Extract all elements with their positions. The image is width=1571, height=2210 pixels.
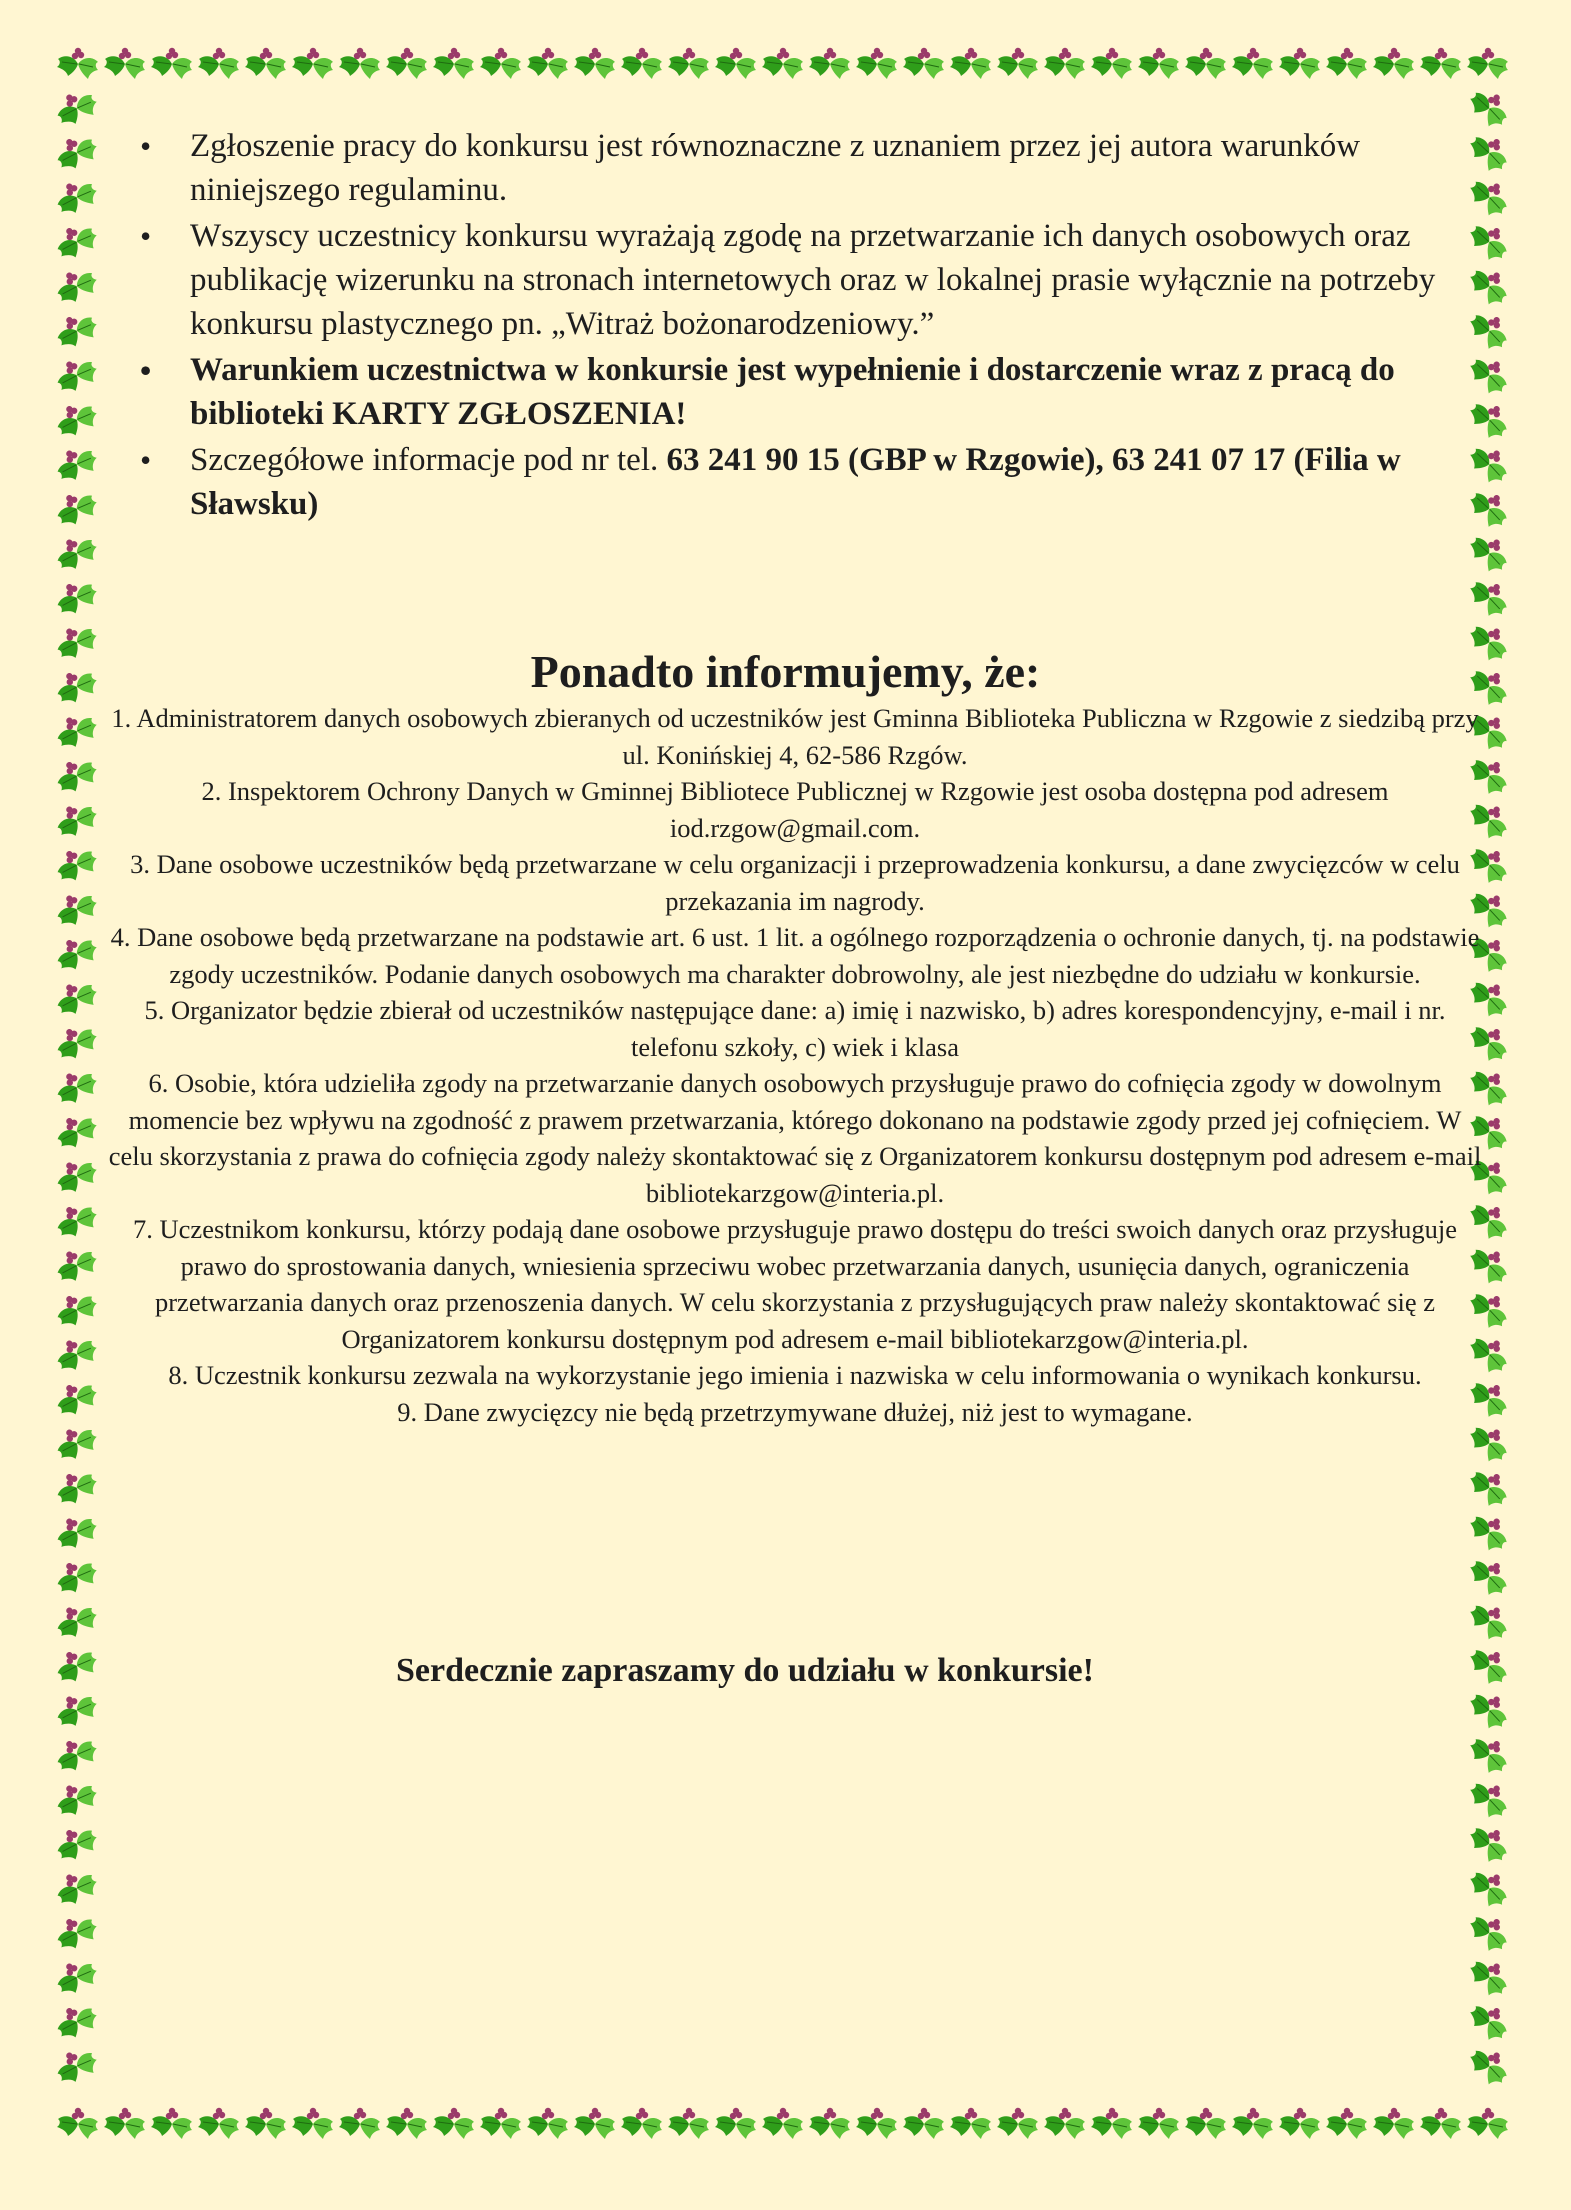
holly-leaf-icon [1279, 48, 1320, 79]
info-item: 8. Uczestnik konkursu zezwala na wykorzystanie jego imienia i nazwiska w celu informowania o wynikach konkursu. [168, 1360, 1422, 1390]
holly-leaf-icon [50, 1953, 101, 2002]
holly-leaf-icon [1373, 2108, 1414, 2139]
info-item: 7. Uczestnikom konkursu, którzy podają dane osobowe przysługuje prawo dostępu do treści swoich danych oraz przysługuje prawo do sprostowania danych, wniesienia sprzeciwu wobec przetwarzania danych, usunięcia danych, ograniczenia przetwarzania danych oraz przenoszenia danych. W celu skorzystania z przysługujących praw należy skontaktować się z Organizatorem konkursu dostępnym pod adresem e-mail bibliotekarzgow@interia.pl. [133, 1214, 1457, 1354]
holly-leaf-icon [1463, 484, 1514, 533]
holly-leaf-icon [50, 1241, 101, 1290]
holly-leaf-icon [1232, 2108, 1273, 2139]
holly-leaf-icon [1420, 2108, 1461, 2139]
holly-leaf-icon [903, 48, 944, 79]
contact-phones: 63 241 90 15 (GBP w Rzgowie), 63 241 07 17 (Filia w Sławsku) [190, 442, 1401, 522]
holly-leaf-icon [292, 2108, 333, 2139]
holly-leaf-icon [1232, 48, 1273, 79]
holly-leaf-icon [50, 1196, 101, 1245]
holly-leaf-icon [50, 1552, 101, 1601]
holly-leaf-icon [50, 440, 101, 489]
holly-leaf-icon [198, 2108, 239, 2139]
holly-leaf-icon [1463, 1774, 1514, 1823]
holly-leaf-icon [1185, 2108, 1226, 2139]
info-heading: Ponadto informujemy, że: [530, 646, 1041, 697]
holly-leaf-icon [339, 48, 380, 79]
holly-leaf-icon [1463, 395, 1514, 444]
holly-leaf-icon [903, 2108, 944, 2139]
holly-leaf-icon [50, 1819, 101, 1868]
holly-leaf-icon [950, 2108, 991, 2139]
holly-leaf-icon [57, 2108, 98, 2139]
holly-leaf-icon [574, 2108, 615, 2139]
holly-leaf-icon [1326, 2108, 1367, 2139]
holly-leaf-icon [104, 48, 145, 79]
holly-leaf-icon [50, 796, 101, 845]
holly-leaf-icon [1373, 48, 1414, 79]
holly-leaf-icon [668, 2108, 709, 2139]
holly-leaf-icon [50, 840, 101, 889]
holly-leaf-icon [292, 48, 333, 79]
holly-leaf-icon [809, 2108, 850, 2139]
info-item: 6. Osobie, która udzieliła zgody na przetwarzanie danych osobowych przysługuje prawo do cofnięcia zgody w dowolnym momencie bez wpływu na zgodność z prawem przetwarzania, którego dokonano na podstawie zgody przed jej cofnięciem. W celu skorzystania z prawa do cofnięcia zgody należy skontaktować się z Organizatorem konkursu dostępnym pod adresem e-mail bibliotekarzgow@interia.pl. [108, 1068, 1482, 1208]
holly-leaf-icon [1463, 1908, 1514, 1957]
holly-leaf-icon [50, 1463, 101, 1512]
holly-leaf-icon [50, 484, 101, 533]
bullet-item-entry-card: • Warunkiem uczestnictwa w konkursie jest wypełnienie i dostarczenie wraz z pracą do biblioteki KARTY ZGŁOSZENIA! [140, 348, 1440, 436]
holly-leaf-icon [50, 929, 101, 978]
holly-leaf-icon [668, 48, 709, 79]
holly-leaf-icon [50, 885, 101, 934]
holly-leaf-icon [50, 1374, 101, 1423]
holly-leaf-icon [386, 48, 427, 79]
holly-leaf-icon [50, 84, 101, 133]
holly-leaf-icon [50, 1285, 101, 1334]
holly-leaf-icon [997, 48, 1038, 79]
holly-leaf-icon [1463, 573, 1514, 622]
holly-leaf-icon [950, 48, 991, 79]
holly-leaf-icon [50, 751, 101, 800]
holly-leaf-icon [621, 2108, 662, 2139]
holly-leaf-icon [1463, 439, 1514, 488]
holly-leaf-icon [1326, 48, 1367, 79]
holly-leaf-icon [1279, 2108, 1320, 2139]
holly-leaf-icon [151, 2108, 192, 2139]
holly-leaf-icon [50, 217, 101, 266]
holly-leaf-icon [997, 2108, 1038, 2139]
holly-leaf-icon [50, 173, 101, 222]
info-item: 3. Dane osobowe uczestników będą przetwarzane w celu organizacji i przeprowadzenia konkursu, a dane zwycięzców w celu przekazania im nagrody. [130, 849, 1460, 916]
holly-leaf-icon [1091, 48, 1132, 79]
holly-leaf-icon [50, 529, 101, 578]
holly-leaf-icon [433, 2108, 474, 2139]
holly-leaf-icon [386, 2108, 427, 2139]
holly-leaf-icon [50, 1508, 101, 1557]
bullet-item-data-consent: • Wszyscy uczestnicy konkursu wyrażają zgodę na przetwarzanie ich danych osobowych oraz publikację wizerunku na stronach internetowych oraz w lokalnej prasie wyłącznie na potrzeby konkursu plastycznego pn. „Witraż bożonarodzeniowy.” [140, 214, 1440, 346]
holly-leaf-icon [1463, 2041, 1514, 2090]
holly-leaf-icon [1044, 48, 1085, 79]
holly-leaf-icon [1463, 1552, 1514, 1601]
holly-leaf-icon [339, 2108, 380, 2139]
contact-prefix: Szczegółowe informacje pod nr tel. [190, 442, 667, 478]
holly-leaf-icon [50, 395, 101, 444]
holly-leaf-icon [50, 351, 101, 400]
info-item: 1. Administratorem danych osobowych zbieranych od uczestników jest Gminna Biblioteka Publiczna w Rzgowie z siedzibą przy ul. Konińskiej 4, 62-586 Rzgów. [111, 703, 1479, 770]
holly-leaf-icon [1463, 128, 1514, 177]
holly-leaf-icon [1463, 172, 1514, 221]
holly-leaf-icon [1467, 48, 1508, 79]
holly-leaf-icon [527, 2108, 568, 2139]
holly-leaf-icon [50, 1730, 101, 1779]
holly-leaf-icon [1463, 1997, 1514, 2046]
holly-leaf-icon [151, 48, 192, 79]
holly-leaf-icon [856, 48, 897, 79]
holly-leaf-icon [1463, 1507, 1514, 1556]
holly-leaf-icon [621, 48, 662, 79]
holly-leaf-icon [480, 48, 521, 79]
holly-leaf-icon [762, 48, 803, 79]
holly-leaf-icon [50, 974, 101, 1023]
info-item: 4. Dane osobowe będą przetwarzane na podstawie art. 6 ust. 1 lit. a ogólnego rozporządzenia o ochronie danych, tj. na podstawie zgody uczestników. Podanie danych osobowych ma charakter dobrowolny, ale jest niezbędne do udziału w konkursie. [110, 922, 1480, 989]
holly-leaf-icon [1463, 83, 1514, 132]
holly-leaf-icon [50, 707, 101, 756]
holly-leaf-icon [1463, 528, 1514, 577]
holly-leaf-icon [198, 48, 239, 79]
holly-leaf-icon [50, 1908, 101, 1957]
holly-leaf-icon [50, 2042, 101, 2091]
info-item: 9. Dane zwycięzcy nie będą przetrzymywane dłużej, niż jest to wymagane. [397, 1396, 1193, 1427]
holly-leaf-icon [1463, 1819, 1514, 1868]
holly-leaf-icon [1467, 2108, 1508, 2139]
holly-leaf-icon [50, 1330, 101, 1379]
info-list [105, 700, 1485, 1430]
holly-leaf-icon [762, 2108, 803, 2139]
holly-leaf-icon [50, 1775, 101, 1824]
bullet-list [140, 124, 1440, 528]
holly-leaf-icon [245, 48, 286, 79]
holly-leaf-icon [1463, 1463, 1514, 1512]
holly-leaf-icon [433, 48, 474, 79]
holly-leaf-icon [1463, 1730, 1514, 1779]
bullet-item-contact [140, 438, 1440, 526]
holly-leaf-icon [50, 1018, 101, 1067]
holly-leaf-icon [1091, 2108, 1132, 2139]
holly-leaf-icon [856, 2108, 897, 2139]
holly-leaf-icon [1463, 1596, 1514, 1645]
holly-leaf-icon [1138, 48, 1179, 79]
holly-leaf-icon [1463, 217, 1514, 266]
holly-leaf-icon [50, 1864, 101, 1913]
info-item: 5. Organizator będzie zbierał od uczestników następujące dane: a) imię i nazwisko, b) adres korespondencyjny, e-mail i nr. telefonu szkoły, c) wiek i klasa [144, 995, 1446, 1062]
holly-leaf-icon [50, 262, 101, 311]
holly-leaf-icon [245, 2108, 286, 2139]
holly-leaf-icon [1044, 2108, 1085, 2139]
holly-leaf-icon [480, 2108, 521, 2139]
holly-leaf-icon [1463, 261, 1514, 310]
holly-leaf-icon [50, 128, 101, 177]
holly-leaf-icon [527, 48, 568, 79]
holly-leaf-icon [50, 1997, 101, 2046]
holly-leaf-icon [1185, 48, 1226, 79]
holly-leaf-icon [104, 2108, 145, 2139]
holly-leaf-icon [1463, 350, 1514, 399]
holly-leaf-icon [715, 2108, 756, 2139]
info-item: 2. Inspektorem Ochrony Danych w Gminnej Bibliotece Publicznej w Rzgowie jest osoba dostępna pod adresem iod.rzgow@gmail.com. [201, 776, 1389, 843]
holly-leaf-icon [50, 1107, 101, 1156]
holly-leaf-icon [50, 1152, 101, 1201]
holly-leaf-icon [50, 1597, 101, 1646]
bullet-item-consent-rules: • Zgłoszenie pracy do konkursu jest równoznaczne z uznaniem przez jej autora warunków niniejszego regulaminu. [140, 124, 1440, 212]
holly-leaf-icon [1138, 2108, 1179, 2139]
holly-leaf-icon [1463, 306, 1514, 355]
holly-leaf-icon [809, 48, 850, 79]
holly-leaf-icon [50, 306, 101, 355]
holly-leaf-icon [715, 48, 756, 79]
holly-leaf-icon [57, 48, 98, 79]
closing-invitation: Serdecznie zapraszamy do udziału w konkursie! [396, 1652, 1094, 1689]
holly-leaf-icon [1420, 48, 1461, 79]
holly-leaf-icon [1463, 1863, 1514, 1912]
holly-leaf-icon [50, 1063, 101, 1112]
holly-leaf-icon [574, 48, 615, 79]
holly-leaf-icon [50, 573, 101, 622]
holly-leaf-icon [1463, 1952, 1514, 2001]
holly-leaf-icon [50, 1419, 101, 1468]
